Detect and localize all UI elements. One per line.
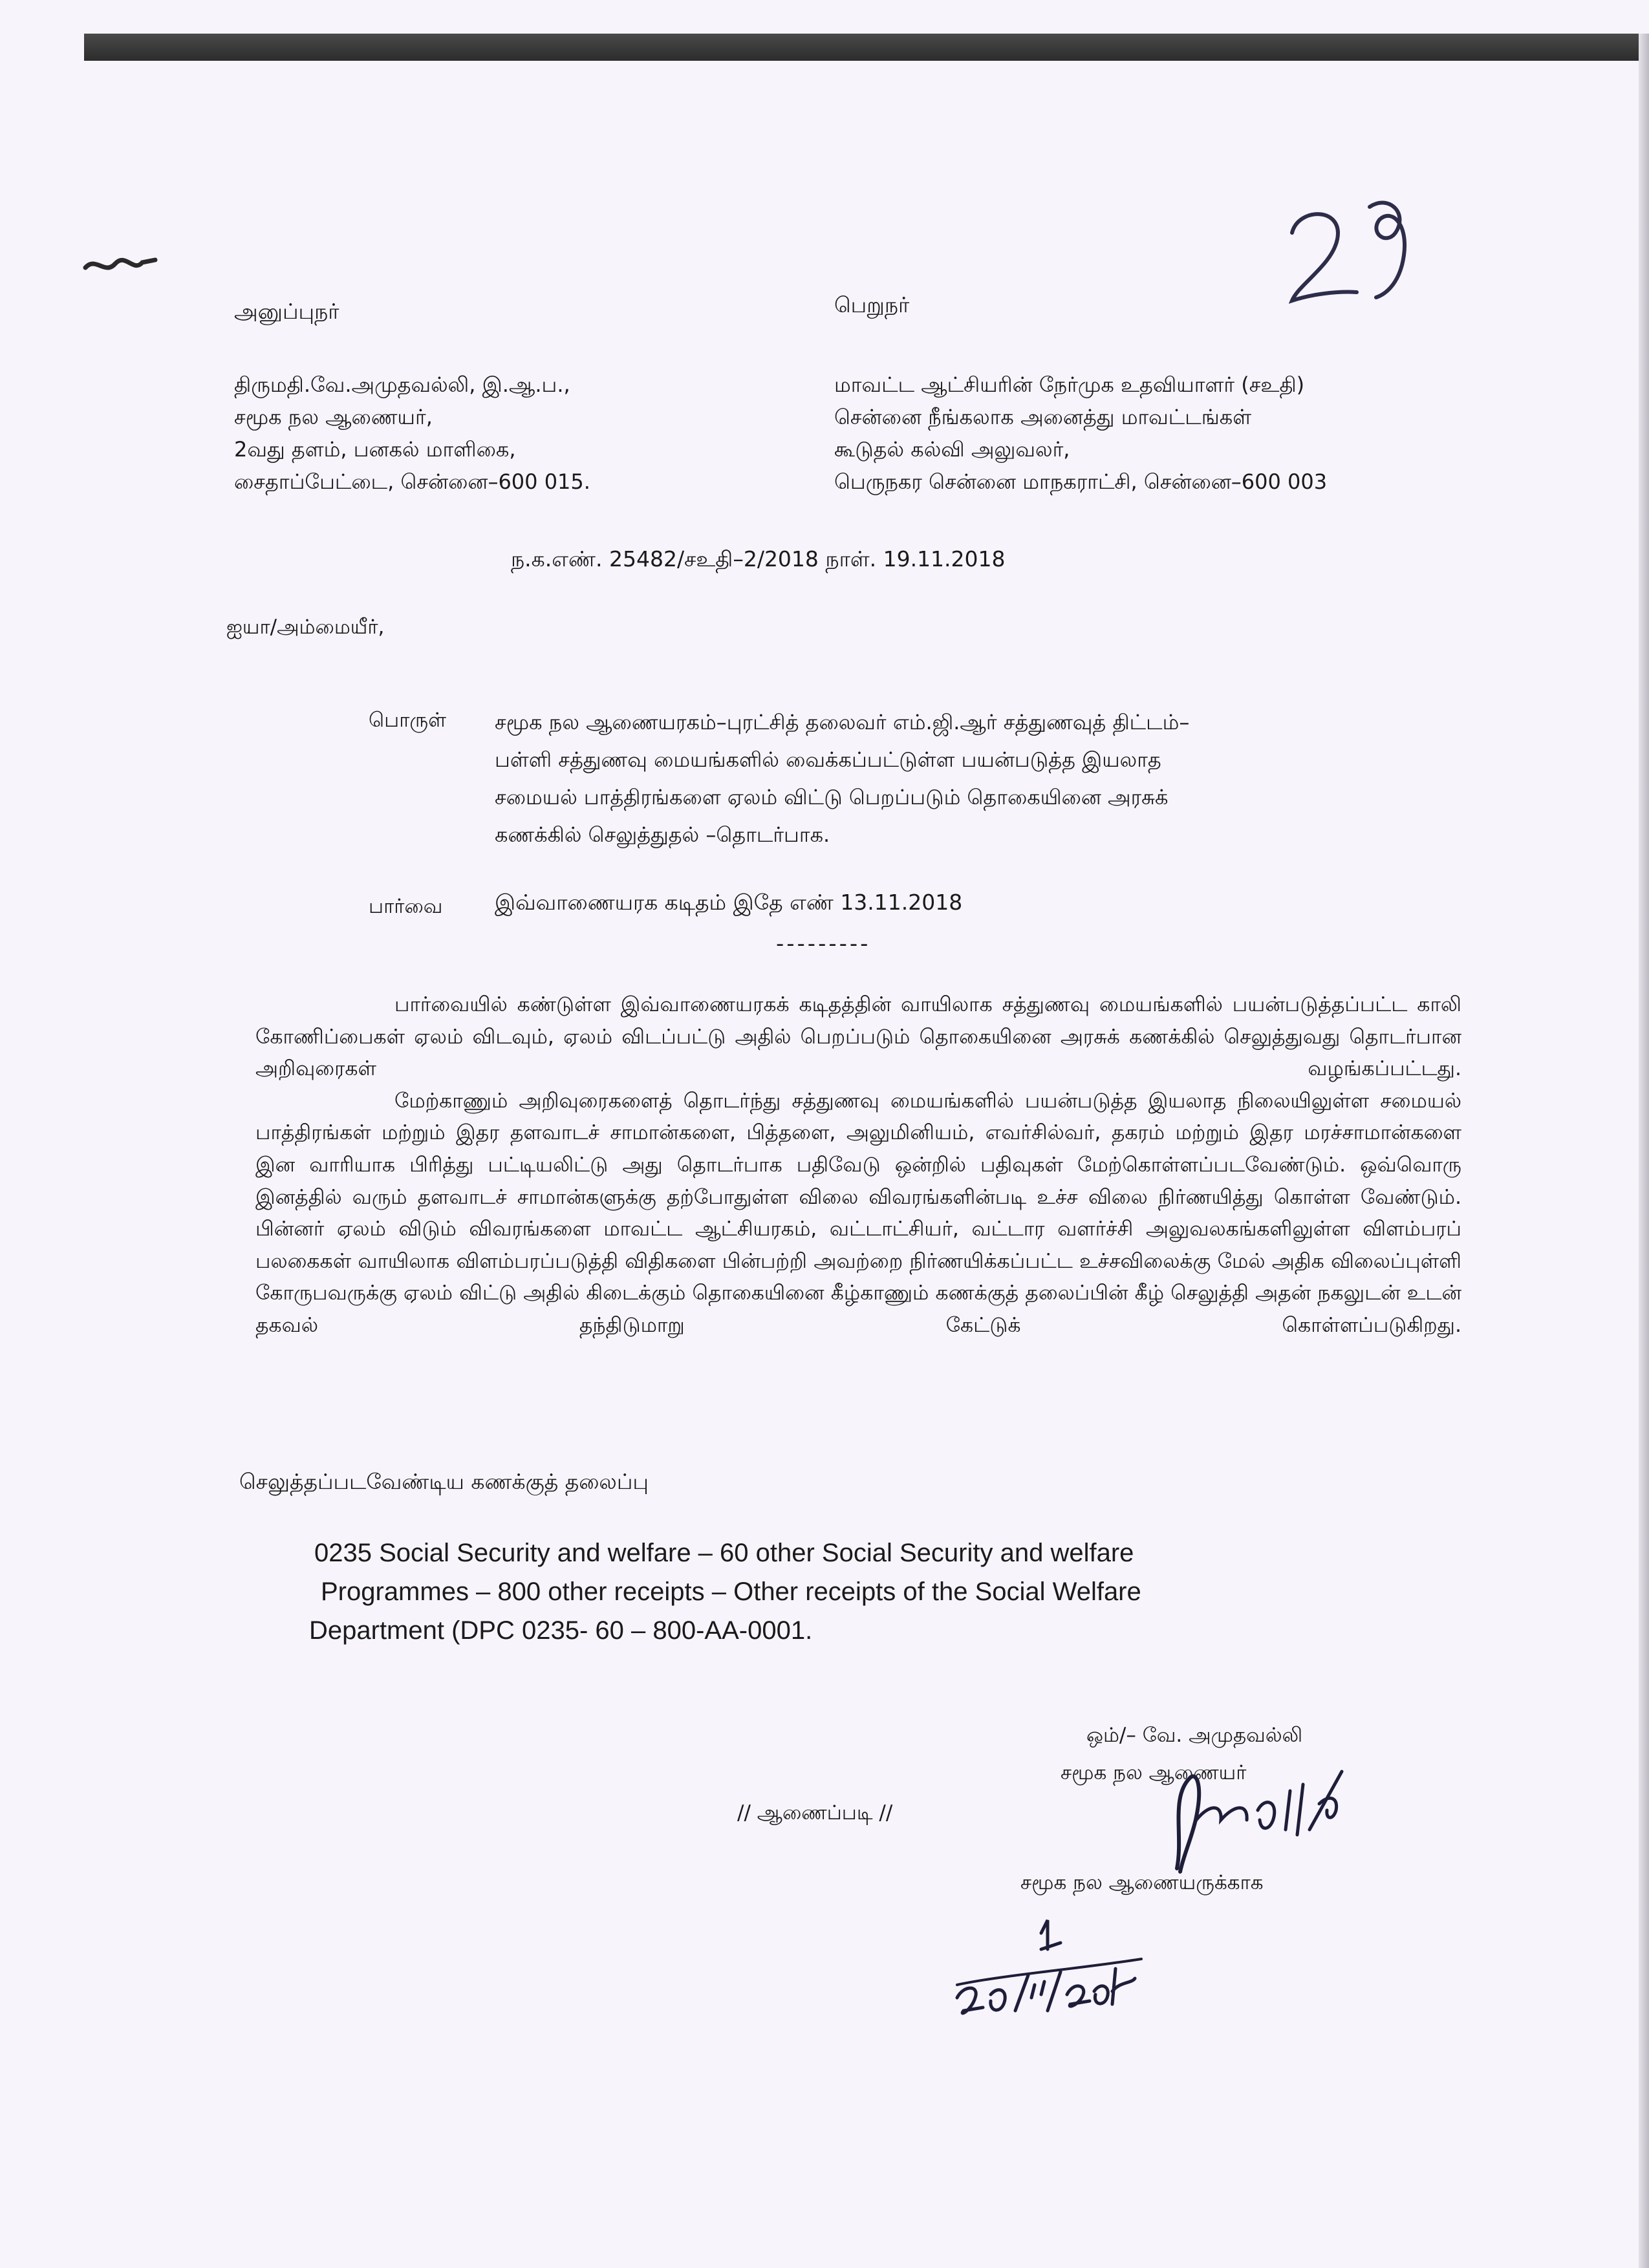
signed-name: ஒம்/– வே. அமுதவல்லி — [1086, 1724, 1303, 1747]
scan-right-edge — [1639, 34, 1649, 2268]
sender-label: அனுப்புநர் — [234, 299, 339, 324]
recipient-line: கூடுதல் கல்வி அலுவலர், — [834, 437, 1070, 462]
sender-line: சைதாப்பேட்டை, சென்னை–600 015. — [234, 469, 590, 494]
paragraph-1: பார்வையில் கண்டுள்ள இவ்வாணையரகக் கடிதத்தின் வாயிலாக சத்துணவு மையங்களில் பயன்படுத்தப்பட்ட காலி கோணிப்பைகள் ஏலம் விடவும், ஏலம் விடப்பட்டு அதில் பெறப்படும் தொகையினை அரசுக் கணக்கில் செலுத்துவது தொடர்பான அறிவுரைகள் வழங்கப்பட்டது. — [255, 993, 1461, 1081]
account-head-line: Programmes – 800 other receipts – Other receipts of the Social Welfare — [321, 1578, 1141, 1606]
salutation: ஐயா/அம்மையீர், — [226, 615, 385, 639]
divider: --------- — [776, 931, 871, 957]
account-head-label: செலுத்தப்படவேண்டிய கணக்குத் தலைப்பு — [239, 1469, 649, 1494]
reference-label: பார்வை — [369, 895, 443, 918]
account-head-line: Department (DPC 0235- 60 – 800-AA-0001. — [309, 1616, 813, 1645]
account-head-line: 0235 Social Security and welfare – 60 other Social Security and welfare — [314, 1539, 1134, 1567]
subject-label: பொருள் — [369, 709, 447, 732]
scan-top-border — [84, 34, 1649, 61]
signature — [1145, 1759, 1352, 1881]
paragraph-2: மேற்காணும் அறிவுரைகளைத் தொடர்ந்து சத்துணவு மையங்களில் பயன்படுத்த இயலாத நிலையிலுள்ள சமையல் பாத்திரங்கள் மற்றும் இதர தளவாடச் சாமான்களை, பித்தளை, அலுமினியம், எவர்சில்வர், தகரம் மற்றும் இதர மரச்சாமான்களை இன வாரியாக பிரித்து பட்டியலிட்டு அது தொடர்பாக பதிவேடு ஒன்றில் பதிவுகள் மேற்கொள்ளப்படவேண்டும். ஒவ்வொரு இனத்தில் வரும் தளவாடச் சாமான்களுக்கு தற்போதுள்ள விலை விவரங்களின்படி உச்ச விலை நிர்ணயித்து கொள்ள வேண்டும். பின்னர் ஏலம் விடும் விவரங்களை மாவட்ட ஆட்சியரகம், வட்டாட்சியர், வட்டார வளர்ச்சி அலுவலகங்களிலுள்ள விளம்பரப் பலகைகள் வாயிலாக விளம்பரப்படுத்தி விதிகளை பின்பற்றி அவற்றை நிர்ணயிக்கப்பட்ட உச்சவிலைக்கு மேல் அதிக விலைப்புள்ளி கோருபவருக்கு ஏலம் விட்டு அதில் கிடைக்கும் தொகையினை கீழ்காணும் கணக்குத் தலைப்பின் கீழ் செலுத்தி அதன் நகலுடன் உடன் தகவல் தந்திடுமாறு கேட்டுக் கொள்ளப்படுகிறது. — [255, 1089, 1461, 1337]
recipient-label: பெறுநர் — [834, 292, 910, 317]
handwritten-page-number — [1273, 187, 1421, 317]
sender-address — [234, 369, 590, 498]
for-commissioner: சமூக நல ஆணையருக்காக — [1020, 1871, 1264, 1894]
recipient-address — [834, 369, 1327, 498]
reference-number-line: ந.க.எண். 25482/சஉதி–2/2018 நாள். 19.11.2018 — [511, 546, 1006, 572]
sender-line: திருமதி.வே.அமுதவல்லி, இ.ஆ.ப., — [234, 372, 570, 397]
recipient-line: சென்னை நீங்கலாக அனைத்து மாவட்டங்கள் — [834, 405, 1252, 429]
recipient-line: மாவட்ட ஆட்சியரின் நேர்முக உதவியாளர் (சஉதி) — [834, 372, 1305, 397]
subject-line: சமூக நல ஆணையரகம்–புரட்சித் தலைவர் எம்.ஜி.ஆர் சத்துணவுத் திட்டம்– — [495, 710, 1190, 734]
by-order: // ஆணைப்படி // — [737, 1801, 893, 1824]
sender-line: 2வது தளம், பனகல் மாளிகை, — [234, 437, 516, 462]
reference-text: இவ்வாணையரக கடிதம் இதே எண் 13.11.2018 — [495, 890, 963, 915]
sender-line: சமூக நல ஆணையர், — [234, 405, 433, 429]
subject-line: சமையல் பாத்திரங்களை ஏலம் விட்டு பெறப்படும் தொகையினை அரசுக் — [495, 785, 1169, 809]
account-head — [309, 1534, 1141, 1650]
letter-body — [255, 989, 1461, 1342]
signed-designation: சமூக நல ஆணையர் — [1061, 1761, 1247, 1784]
initial-and-date — [951, 1914, 1145, 2024]
staple-mark — [83, 253, 160, 279]
recipient-line: பெருநகர சென்னை மாநகராட்சி, சென்னை–600 003 — [834, 469, 1328, 494]
subject-line: கணக்கில் செலுத்துதல் –தொடர்பாக. — [495, 822, 830, 847]
subject-text — [495, 703, 1189, 853]
subject-line: பள்ளி சத்துணவு மையங்களில் வைக்கப்பட்டுள்ள பயன்படுத்த இயலாத — [495, 747, 1161, 772]
